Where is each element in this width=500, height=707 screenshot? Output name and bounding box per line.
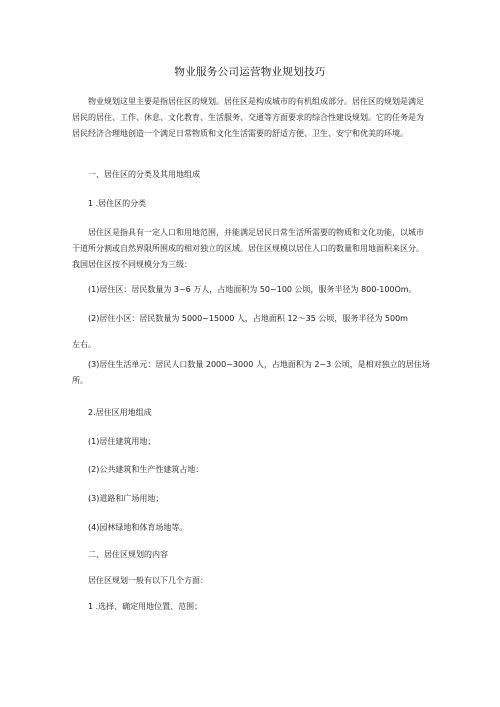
land-item-roads-squares: (3)道路和广场用地； [88, 494, 164, 503]
level-residential-quarter: (2)居住小区：居民数量为 5000~15000 人，占地面积 12〜35 公顷，服务半径为 500m [88, 314, 408, 323]
land-item-public-buildings: (2)公共建筑和生产性建筑占地： [88, 465, 204, 474]
planning-item-site-selection: 1 .选择、确定用地位置、范围； [88, 602, 203, 611]
land-item-green-sports: (4)园林绿地和体育场地等。 [88, 523, 188, 532]
land-item-residential-buildings: (1)居住建筑用地； [88, 437, 156, 446]
document-title: 物业服务公司运营物业规划技巧 [174, 66, 326, 78]
planning-intro: 居住区规划一般有以下几个方面： [88, 576, 208, 585]
level-residential-quarter-continued: 左右。 [72, 340, 96, 349]
intro-paragraph: 物业规划这里主要是指居住区的规划。居住区是构成城市的有机组成部分。居住区的规划是满足居民的居住、工作、休息、文化教育、生活服务、交通等方面要求的综合性建设规划。它的任务是为居民经济合理地创造一个满足日常物质和文化生活需要的舒适方便、卫生、安宁和优美的环境。 [72, 97, 424, 138]
level-living-unit: (3)居住生活单元：居民人口数量 2000~3000 人，占地面积为 2~3 公顷，是相对独立的居住场所。 [72, 360, 430, 385]
subheading-classification: 1 .居住区的分类 [88, 199, 147, 208]
section-heading-planning: 二、居住区规划的内容 [88, 550, 168, 559]
section-heading-classification: 一、居住区的分类及其用地组成 [88, 170, 200, 179]
level-residential-district: (1)居住区：居民数量为 3~6 万人，占地面积为 50~100 公顷，服务半径为 800-100Om。 [88, 285, 417, 294]
subheading-land-composition: 2.居住区用地组成 [88, 408, 152, 417]
classification-paragraph: 居住区是指具有一定人口和用地范围，并能满足居民日常生活所需要的物质和文化功能，以城市干道所分割或自然界限所围成的相对独立的区域。居住区规模以居住人口的数量和用地面积来区分。我国居住区按不同规模分为三级： [72, 228, 424, 269]
